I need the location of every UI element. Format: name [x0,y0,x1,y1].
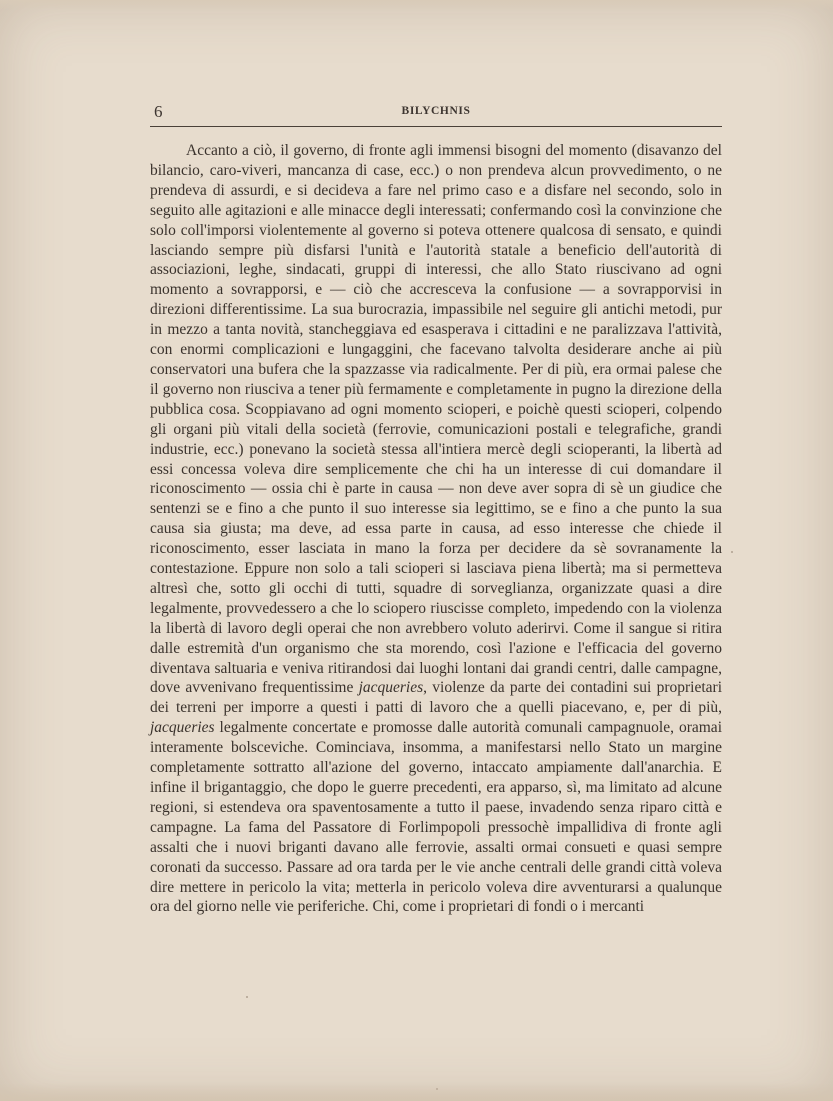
paper-speck [436,1088,438,1090]
italic-term: jacqueries [358,679,424,697]
italic-term: jacqueries [150,719,215,737]
running-head: BILYCHNIS [401,105,471,117]
page-header [150,100,722,126]
text-segment: Accanto a ciò, il governo, di fronte agli immensi bisogni del momento (disavanzo del bilancio, caro-viveri, mancanza di case, ecc.) o non prendeva alcun provvedimento, o ne prendeva di assurdi, e si decideva a fare nel primo caso e a disfare nel secondo, solo in seguito alle agitazioni e alle minacce degli interessati; confermando così la convinzione che solo coll'imporsi violentemente al governo si poteva ottenere qualcosa di sensato, e quindi lasciando sempre più disfarsi l'unità e l'autorità statale a beneficio dell'autorità di associazioni, leghe, sindacati, gruppi di interessi, che allo Stato riuscivano ad ogni momento a sovrapporsi, e — ciò che accresceva la confusione — a sovrapporvisi in direzioni differentissime. La sua burocrazia, impassibile nel seguire gli antichi metodi, pur in mezzo a tanta novità, stancheggiava ed esasperava i cittadini e ne paralizzava l'attività, con enormi complicazioni e lungaggini, che facevano talvolta desiderare anche ai più conservatori una bufera che la spazzasse via radicalmente. Per di più, era ormai palese che il governo non riusciva a tener più fermamente e completamente in pugno la direzione della pubblica cosa. Scoppiavano ad ogni momento scioperi, e poichè questi scioperi, colpendo gli organi più vitali della società (ferrovie, comunicazioni postali e telegrafiche, grandi industrie, ecc.) ponevano la società stessa all'intiera mercè degli scioperanti, la libertà ad essi concessa voleva dire semplicemente che chi ha un interesse di cui domandare il riconoscimento — ossia chi è parte in causa — non deve aver sopra di sè un giudice che sentenzi se e fino a che punto il suo interesse sia legittimo, se e fino a che punto la sua causa sia giusta; ma deve, ad essa parte in causa, ad esso interesse che chiede il riconoscimento, esser lasciata in mano la forza per decidere da sè sovranamente la contestazione. Eppure non solo a tali scioperi si lasciava piena libertà; ma si permetteva altresì che, sotto gli occhi di tutti, squadre di sorveglianza, organizzate quasi a dire legalmente, provvedessero a che lo sciopero riuscisse completo, impedendo con la violenza la libertà di lavoro degli operai che non avrebbero voluto aderirvi. Come il sangue si ritira dalle estremità d'un organismo che sta morendo, così l'azione e l'efficacia del governo diventava saltuaria e veniva ritirandosi dai luoghi lontani dai grandi centri, dalle campagne, dove avvenivano frequentissime [150,142,722,697]
page-number: 6 [154,102,163,121]
text-segment: legalmente concertate e promosse dalle autorità comunali campagnuole, oramai interamente bolsceviche. Cominciava, insomma, a manifestarsi nello Stato un margine completamente sottratto all'azione del governo, intaccato ampiamente dall'anarchia. E infine il brigantaggio, che dopo le guerre precedenti, era apparso, sì, ma limitato ad alcune regioni, si estendeva ora spaventosamente a tutto il paese, invadendo senza riparo città e campagne. La fama del Passatore di Forlimpopoli pressochè impallidiva di fronte agli assalti che i nuovi briganti davano alle ferrovie, assalti ormai consueti e quasi sempre coronati da successo. Passare ad ora tarda per le vie anche centrali delle grandi città voleva dire mettere in pericolo la vita; metterla in pericolo voleva dire avventurarsi a qualunque ora del giorno nelle vie periferiche. Chi, come i proprietari di fondi o i mercanti [150,719,722,916]
paper-speck [731,551,733,553]
text-segment: , violenze da parte dei contadini sui proprietari dei terreni per imporre a questi i patti di lavoro che a quelli piacevano, e, per di più, [150,679,722,717]
body-paragraph [150,141,722,917]
paper-speck [246,996,248,998]
header-rule [150,126,722,127]
